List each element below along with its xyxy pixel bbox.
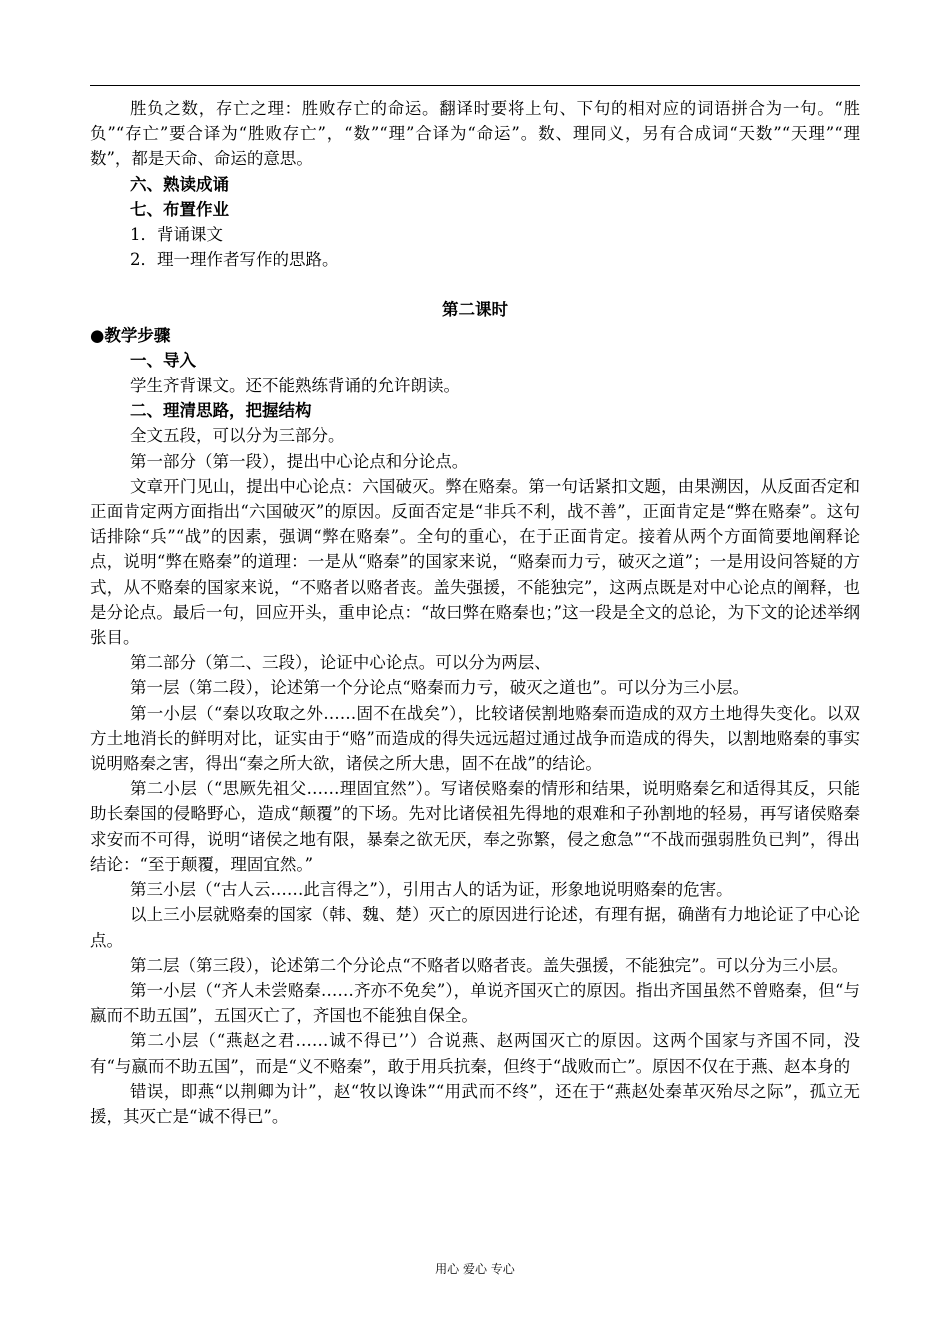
lesson-title: 第二课时 [442, 300, 508, 320]
paragraph-sublayer-one: 第一小层（“秦以攻取之外……固不在战矣”），比较诸侯割地赂秦而造成的双方土地得失变化。以双方土地消长的鲜明对比，证实由于“赂”而造成的得失远远超过通过战争而造成的得失，以割地赂秦的事实说明赂秦之害，得出“秦之所大欲，诸侯之所大患，固不在战”的结论。 [90, 703, 860, 774]
paragraph-layer-one-summary: 以上三小层就赂秦的国家（韩、魏、楚）灭亡的原因进行论述，有理有据，确凿有力地论证了中心论点。 [90, 905, 860, 950]
section-heading-intro: 一、导入 [130, 350, 196, 370]
paragraph-intro: 学生齐背课文。还不能熟练背诵的允许朗读。 [130, 376, 460, 396]
paragraph-layer-one: 第一层（第二段），论述第一个分论点“赂秦而力亏，破灭之道也”。可以分为三小层。 [130, 678, 750, 698]
paragraph-sublayer-three: 第三小层（“古人云……此言得之”），引用古人的话为证，形象地说明赂秦的危害。 [130, 880, 733, 900]
page-footer: 用心 爱心 专心 [435, 1262, 515, 1276]
paragraph-part-one-analysis: 文章开门见山，提出中心论点：六国破灭。弊在赂秦。第一句话紧扣文题，由果溯因，从反面否定和正面肯定两方面指出“六国破灭”的原因。反面否定是“非兵不利，战不善”，正面肯定是“弊在赂秦”。这句话排除“兵”“战”的因素，强调“弊在赂秦”。全句的重心，在于正面肯定。接着从两个方面简要地阐释论点，说明“弊在赂秦”的道理：一是从“赂秦”的国家来说，“赂秦而力亏，破灭之道”；一是用设问答疑的方式，从不赂秦的国家来说，“不赂者以赂者丧。盖失强援，不能独完”，这两点既是对中心论点的阐释，也是分论点。最后一句，回应开头，重申论点：“故曰弊在赂秦也；”这一段是全文的总论，为下文的论述举纲张目。 [90, 476, 860, 648]
teaching-steps-heading: ●教学步骤 [90, 325, 171, 345]
paragraph-part-two: 第二部分（第二、三段），论证中心论点。可以分为两层、 [130, 653, 551, 673]
homework-item-2: 2．理一理作者写作的思路。 [130, 250, 339, 270]
paragraph-part-one: 第一部分（第一段），提出中心论点和分论点。 [130, 451, 469, 471]
paragraph-continuation: 错误，即燕“以荆卿为计”，赵“牧以谗诛”“用武而不终”，还在于“燕赵处秦革灭殆尽之际”，孤立无援，其灭亡是“诚不得已”。 [90, 1081, 860, 1126]
section-heading-structure: 二、理清思路，把握结构 [130, 401, 312, 421]
paragraph-layer-two-sublayer-two: 第二小层（“燕赵之君……诚不得已’’）合说燕、赵两国灭亡的原因。这两个国家与齐国不同，没有“与嬴而不助五国”，而是“义不赂秦”，敢于用兵抗秦，但终于“战败而亡”。原因不仅在于燕、赵本身的 [90, 1031, 860, 1076]
paragraph-sublayer-two: 第二小层（“思厥先祖父……理固宜然”）。写诸侯赂秦的情形和结果，说明赂秦乞和适得其反，只能助长秦国的侵略野心，造成“颠覆”的下场。先对比诸侯祖先得地的艰难和子孙割地的轻易，再写诸侯赂秦求安而不可得，说明“诸侯之地有限，暴秦之欲无厌，奉之弥繁，侵之愈急”“不战而强弱胜负已判”，得出结论：“至于颠覆，理固宜然。” [90, 779, 860, 874]
homework-item-1: 1．背诵课文 [130, 225, 223, 245]
header-rule [90, 85, 860, 86]
section-heading-homework: 七、布置作业 [130, 199, 229, 219]
paragraph-structure-overview: 全文五段，可以分为三部分。 [130, 426, 345, 446]
paragraph-layer-two-sublayer-one: 第一小层（“齐人未尝赂秦……齐亦不免矣”），单说齐国灭亡的原因。指出齐国虽然不曾赂秦，但“与嬴而不助五国”，五国灭亡了，齐国也不能独自保全。 [90, 980, 860, 1026]
paragraph-layer-two: 第二层（第三段），论述第二个分论点“不赂者以赂者丧。盖失强援，不能独完”。可以分为三小层。 [130, 955, 849, 975]
section-heading-recite: 六、熟读成诵 [130, 174, 229, 194]
document-page [90, 0, 860, 1344]
document-body [90, 96, 860, 1129]
paragraph-translation-note: 胜负之数，存亡之理：胜败存亡的命运。翻译时要将上句、下句的相对应的词语拼合为一句。“胜负”“存亡”要合译为“胜败存亡”，“数”“理”合译为“命运”。数、理同义，另有合成词“天数”“天理”“理数”，都是天命、命运的意思。 [90, 99, 860, 169]
